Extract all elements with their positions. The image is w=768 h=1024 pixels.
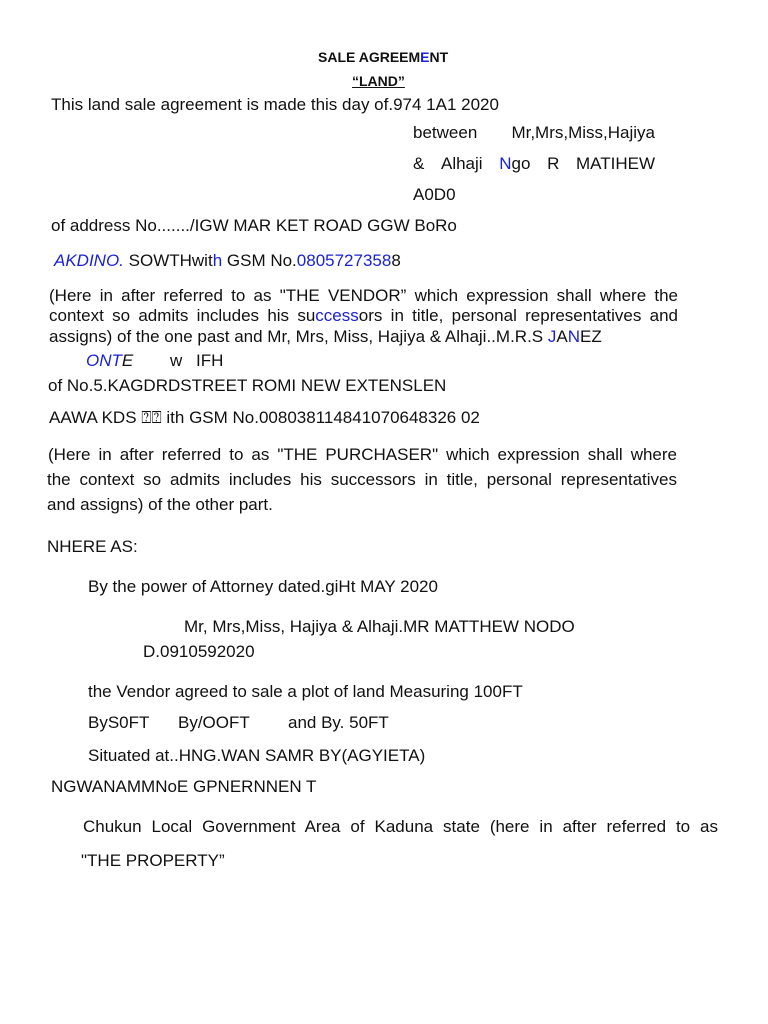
measure-by-1: ByS0FT [88,713,150,732]
purchaser-clause-line1: (Here in after referred to as "THE PURCHASER" which expression shall where [48,445,677,464]
vendor-address: of address No......./IGW MAR KET ROAD GGW BoRo [51,216,457,235]
vendor-clause-line3-a: assigns) of the one past and Mr, Mrs, Miss, Hajiya & Alhaji..M.R.S [49,327,548,346]
vendor-phone-last-digit: 8 [391,251,401,270]
attorney-name: Mr, Mrs,Miss, Hajiya & Alhaji.MR MATTHEW NODO [184,617,575,636]
vendor-first-name [499,154,530,174]
title-text-c: NT [429,49,449,65]
purchaser-clause-line2: the context so admits includes his successors in title, personal representatives [47,470,677,489]
purchaser-initial-j: J [547,327,557,346]
measure-by-3: and By. 50FT [288,713,389,732]
purchaser-name-e: E [121,351,134,370]
with-fragment-w: w [170,351,183,370]
vendor-clause-line2 [49,306,678,326]
vendor-clause-line2-a: context so admits includes his su [49,306,316,325]
purchaser-initial-end: EZ [579,327,602,346]
vendor-contact-h: h [212,251,223,270]
vendor-name-rest: go [511,154,531,173]
purchaser-initial-n: N [567,327,580,346]
vendor-clause-line2-c: ors in title, personal representatives and [358,306,678,325]
document-subtitle: “LAND” [352,73,405,89]
intro-line: This land sale agreement is made this day of.974 1A1 2020 [51,95,499,114]
measure-by-2: By/OOFT [178,713,250,732]
vendor-contact-text-a: SOWTHwit [123,251,213,270]
lga-line2: "THE PROPERTY” [81,851,225,870]
whereas-heading: NHERE AS: [47,537,138,556]
alhaji-word: Alhaji [440,154,483,173]
purchaser-contact: AAWA KDS ⍰⍰ ith GSM No.008038114841070648326 02 [49,408,480,427]
vendor-contact-text-b: GSM No. [222,251,297,270]
purchaser-initial-a: A [556,327,568,346]
vendor-phone: 0805727358 [296,251,392,270]
purchaser-address: of No.5.KAGDRDSTREET ROMI NEW EXTENSLEN [48,376,447,395]
purchaser-clause-line3: and assigns) of the other part. [47,495,273,514]
with-fragment-ifh: IFH [196,351,224,370]
vendor-name-line [413,154,655,174]
document-title [318,47,448,67]
vendor-middle-initial: R [547,154,560,173]
between-line [413,123,655,143]
vendor-name-initial: N [499,154,512,173]
situated-line: Situated at..HNG.WAN SAMR BY(AGYIETA) [88,746,426,765]
between-titles: Mr,Mrs,Miss,Hajiya [511,123,655,142]
vendor-clause-line1: (Here in after referred to as "THE VENDOR” which expression shall where the [49,286,678,305]
amp-word: & [413,154,425,173]
vendor-town: AKDINO. [54,251,124,270]
vendor-code: A0D0 [413,185,456,204]
lga-line1: Chukun Local Government Area of Kaduna state (here in after referred to as [83,817,718,836]
title-text-b: E [420,49,430,65]
title-text-a: SALE AGREEM [318,49,421,65]
vendor-surname: MATIHEW [575,154,655,173]
between-word: between [413,123,478,142]
attorney-line: By the power of Attorney dated.giHt MAY 2020 [88,577,438,596]
vendor-contact [54,251,401,271]
measure-line: the Vendor agreed to sale a plot of land Measuring 100FT [88,682,523,701]
vendor-clause-line4 [86,351,133,371]
location-line: NGWANAMMNoE GPNERNNEN T [51,777,317,796]
vendor-clause-line2-b: ccess [315,306,359,325]
purchaser-name-ont: ONT [86,351,122,370]
attorney-ref: D.0910592020 [143,642,255,661]
vendor-clause-line3 [49,327,602,347]
